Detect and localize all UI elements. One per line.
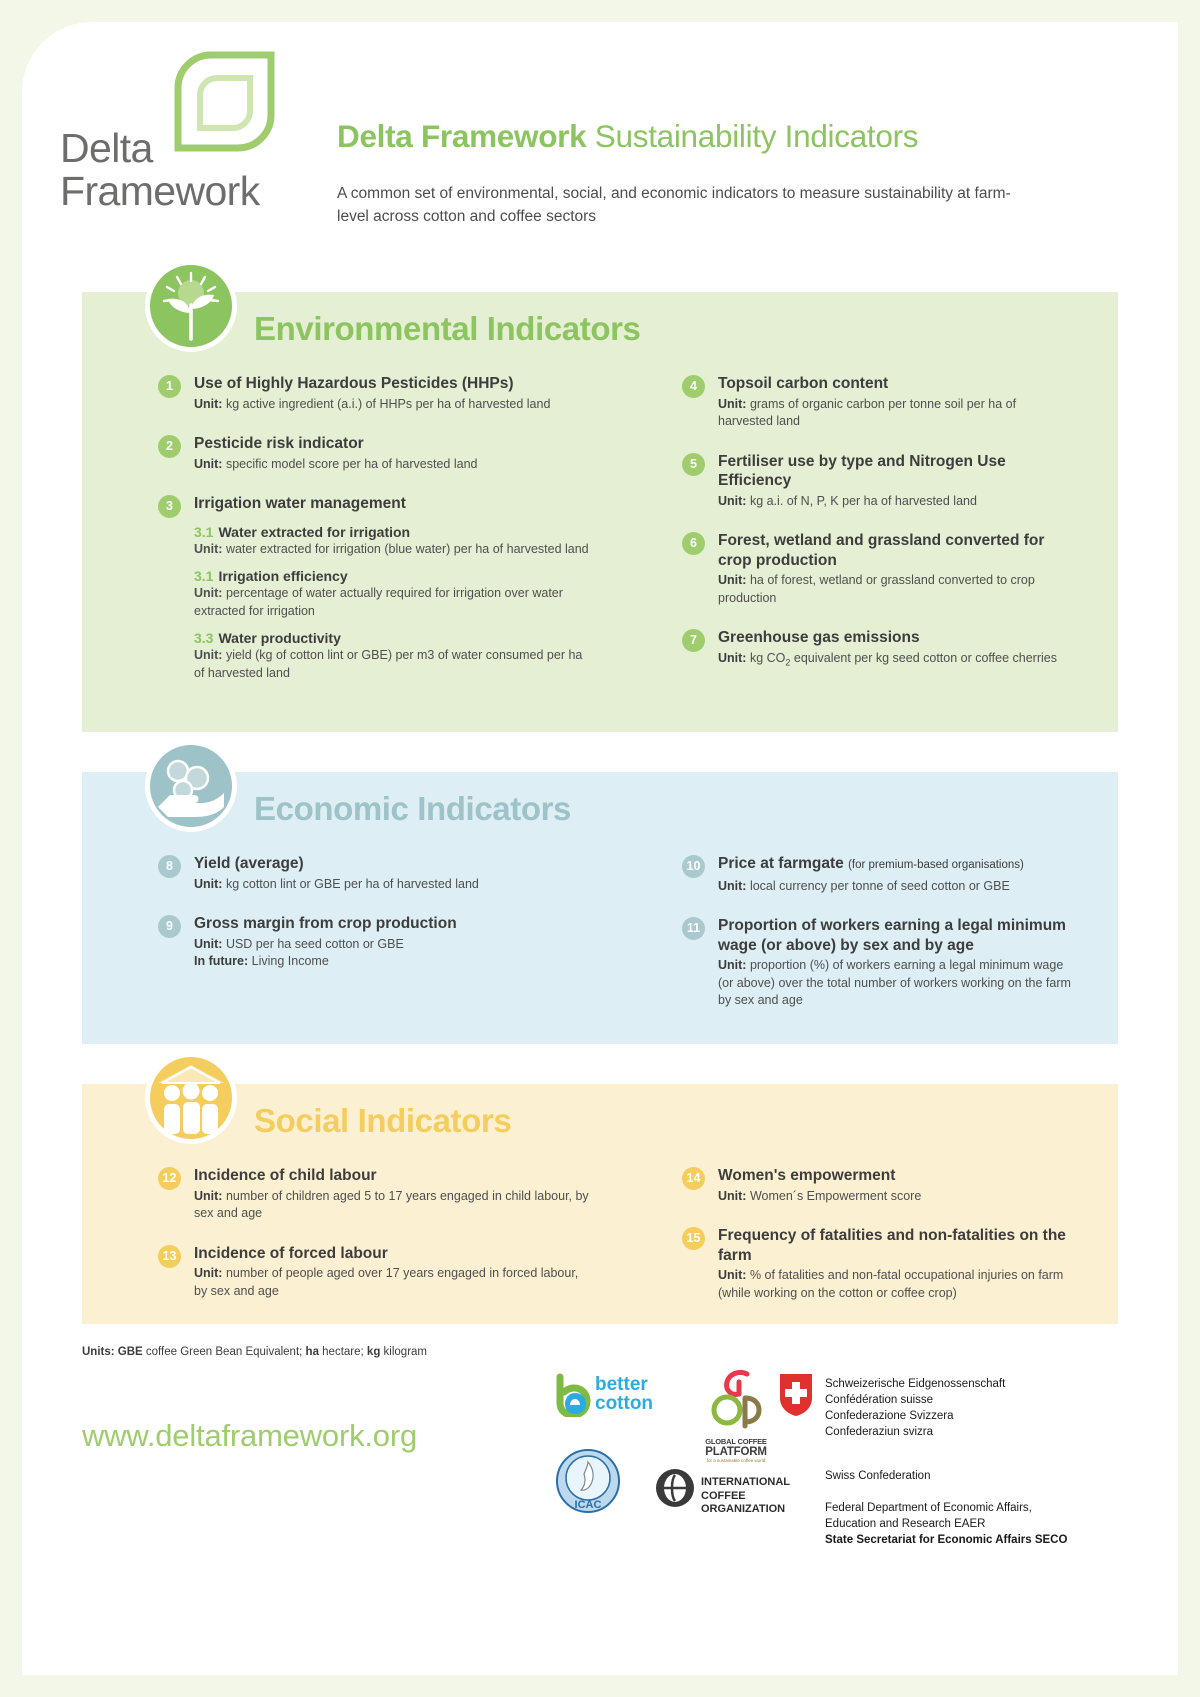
unit-text: USD per ha seed cotton or GBE xyxy=(222,936,404,951)
units-legend-gbe: GBE xyxy=(114,1346,143,1358)
unit-text: % of fatalities and non-fatal occupational injuries on farm (while working on the cotton or coffee crop) xyxy=(718,1268,1064,1300)
indicator-subitem xyxy=(194,568,592,620)
indicator-unit xyxy=(718,957,1072,1010)
indicator-title: Yield (average) xyxy=(194,855,304,872)
page-title-bold: Delta Framework xyxy=(337,118,587,154)
section-social xyxy=(82,1084,1118,1324)
indicator-unit xyxy=(718,572,1072,607)
section-columns-social xyxy=(158,1166,1082,1302)
indicator-title: Incidence of forced labour xyxy=(194,1244,388,1262)
unit-label: Unit: xyxy=(718,1188,747,1203)
indicator-title: Fertiliser use by type and Nitrogen Use Efficiency xyxy=(718,452,1006,489)
indicator-number: 10 xyxy=(682,855,705,878)
indicator-item xyxy=(158,434,592,473)
global-coffee-platform-logo xyxy=(705,1368,767,1463)
column-left-environmental xyxy=(158,374,620,682)
unit-label: Unit: xyxy=(194,456,223,471)
units-legend-kg: kg xyxy=(366,1346,381,1358)
indicator-number: 1 xyxy=(158,375,181,398)
unit-text: water extracted for irrigation (blue water) per ha of harvested land xyxy=(222,541,589,556)
unit-label: Unit: xyxy=(718,573,747,587)
section-title-economic: Economic Indicators xyxy=(254,790,571,827)
indicator-number: 2 xyxy=(158,435,181,458)
unit-text: local currency per tonne of seed cotton or GBE xyxy=(746,878,1010,893)
future-label: In future: xyxy=(194,954,249,968)
better-cotton-wordmark xyxy=(595,1375,653,1413)
unit-text: ha of forest, wetland or grassland converted to crop production xyxy=(718,573,1035,605)
units-legend-gbe-text: coffee Green Bean Equivalent; xyxy=(142,1346,306,1358)
indicator-title xyxy=(718,854,1072,876)
gcp-line1: GLOBAL COFFEE xyxy=(705,1437,767,1446)
indicator-unit xyxy=(194,876,592,894)
unit-label: Unit: xyxy=(718,396,747,411)
indicator-number: 9 xyxy=(158,915,181,938)
indicator-title: Irrigation water management xyxy=(194,495,406,512)
indicator-number: 12 xyxy=(158,1167,181,1190)
indicator-number: 4 xyxy=(682,375,705,398)
website-url[interactable]: www.deltaframework.org xyxy=(82,1418,417,1453)
unit-text: proportion (%) of workers earning a legal minimum wage (or above) over the total number of workers working on the farm by sex and age xyxy=(718,958,1071,1007)
unit-text: kg a.i. of N, P, K per ha of harvested land xyxy=(746,493,977,508)
future-text: Living Income xyxy=(248,954,329,968)
units-legend-ha-text: hectare; xyxy=(318,1346,367,1358)
unit-label: Unit: xyxy=(194,936,223,951)
unit-label: Unit: xyxy=(718,958,747,972)
section-title-social: Social Indicators xyxy=(254,1102,512,1139)
seco-line2: Education and Research EAER xyxy=(825,1518,986,1530)
units-legend-ha: ha xyxy=(305,1346,319,1358)
better-cotton-line2: cotton xyxy=(595,1393,654,1414)
brand-wordmark xyxy=(60,125,260,214)
unit-text: specific model score per ha of harvested land xyxy=(222,456,478,471)
section-economic xyxy=(82,772,1118,1044)
indicator-unit xyxy=(194,396,592,414)
unit-text: Women´s Empowerment score xyxy=(746,1188,922,1203)
unit-text: number of children aged 5 to 17 years engaged in child labour, by sex and age xyxy=(194,1188,589,1220)
indicator-item xyxy=(158,1166,592,1223)
ico-line2: COFFEE xyxy=(701,1489,746,1502)
section-columns-environmental xyxy=(158,374,1082,682)
gcp-line2: PLATFORM xyxy=(705,1446,767,1458)
indicator-item xyxy=(682,854,1072,895)
subitem-heading xyxy=(194,568,592,584)
unit-text-pre: kg CO xyxy=(746,650,786,665)
indicator-number: 7 xyxy=(682,629,705,652)
indicator-subitem xyxy=(194,524,592,559)
indicator-item xyxy=(158,494,592,682)
unit-text: kg active ingredient (a.i.) of HHPs per ha of harvested land xyxy=(222,396,551,411)
indicator-title: Incidence of child labour xyxy=(194,1167,377,1184)
indicator-number: 14 xyxy=(682,1167,705,1190)
indicator-title: Frequency of fatalities and non-fatalities on the farm xyxy=(718,1227,1066,1264)
subitem-unit xyxy=(194,585,592,620)
units-legend-label: Units: xyxy=(82,1346,115,1358)
column-right-economic xyxy=(620,854,1082,1010)
indicator-title-note: (for premium-based organisations) xyxy=(848,859,1024,871)
indicator-item xyxy=(682,628,1072,672)
better-cotton-line1: better xyxy=(595,1374,648,1395)
unit-subscript: 2 xyxy=(785,657,791,667)
gcp-line3: for a sustainable coffee world xyxy=(706,1458,766,1463)
indicator-unit xyxy=(718,493,1072,511)
section-columns-economic xyxy=(158,854,1082,1010)
subitem-unit xyxy=(194,647,592,682)
icac-logo xyxy=(555,1448,621,1519)
indicator-item xyxy=(682,452,1072,511)
indicator-number: 11 xyxy=(682,917,705,940)
indicator-item xyxy=(158,1244,592,1301)
plant-sun-icon xyxy=(145,260,237,352)
indicator-unit xyxy=(194,456,592,474)
page-subtitle: A common set of environmental, social, and economic indicators to measure sustainability at farm-level across cotton and coffee sectors xyxy=(337,185,1011,225)
unit-text-post: equivalent per kg seed cotton or coffee cherries xyxy=(790,650,1057,665)
ico-wordmark xyxy=(701,1476,790,1517)
indicator-item xyxy=(682,916,1072,1010)
unit-label: Unit: xyxy=(194,1188,223,1203)
indicator-unit xyxy=(718,878,1072,896)
indicator-number: 8 xyxy=(158,855,181,878)
subitem-heading xyxy=(194,524,592,540)
indicator-item xyxy=(158,914,592,971)
gcp-wordmark xyxy=(705,1437,767,1463)
unit-label: Unit: xyxy=(718,1268,747,1282)
partner-logos xyxy=(555,1368,1135,1546)
column-right-social xyxy=(620,1166,1082,1302)
indicator-title: Greenhouse gas emissions xyxy=(718,629,920,646)
indicator-item xyxy=(682,1166,1072,1205)
indicator-title: Topsoil carbon content xyxy=(718,375,889,392)
swiss-name-fr: Confédération suisse xyxy=(825,1394,934,1406)
unit-text: number of people aged over 17 years engaged in forced labour, by sex and age xyxy=(194,1266,579,1298)
indicator-item xyxy=(682,1226,1072,1302)
unit-text: percentage of water actually required for irrigation over water extracted for irrigation xyxy=(194,586,563,618)
indicator-number: 5 xyxy=(682,453,705,476)
column-right-environmental xyxy=(620,374,1082,682)
brand-wordmark-line2: Framework xyxy=(60,168,260,214)
indicator-number: 3 xyxy=(158,495,181,518)
unit-text: yield (kg of cotton lint or GBE) per m3 of water consumed per ha of harvested land xyxy=(194,648,583,680)
unit-text: kg cotton lint or GBE per ha of harvested land xyxy=(222,876,479,891)
indicator-title: Forest, wetland and grassland converted for crop production xyxy=(718,532,1045,569)
indicator-subitem xyxy=(194,630,592,682)
indicator-unit xyxy=(718,396,1072,431)
subitem-number: 3.1 xyxy=(194,523,214,540)
swiss-names xyxy=(825,1376,1005,1440)
indicator-number: 6 xyxy=(682,532,705,555)
indicator-unit xyxy=(718,650,1072,672)
swiss-name-en: Swiss Confederation xyxy=(825,1470,931,1482)
unit-label: Unit: xyxy=(194,541,223,556)
section-title-environmental: Environmental Indicators xyxy=(254,310,641,347)
ico-logo xyxy=(655,1468,791,1515)
indicator-number: 13 xyxy=(158,1245,181,1268)
page-title-rest: Sustainability Indicators xyxy=(586,118,919,154)
ico-line1: INTERNATIONAL xyxy=(701,1476,791,1488)
units-legend xyxy=(82,1346,427,1358)
unit-label: Unit: xyxy=(194,876,223,891)
indicator-unit xyxy=(718,1267,1072,1302)
indicator-item xyxy=(158,374,592,413)
indicator-title-main: Price at farmgate xyxy=(718,855,844,872)
page-title xyxy=(337,118,918,155)
indicator-number: 15 xyxy=(682,1227,705,1250)
indicator-item xyxy=(682,374,1072,431)
column-left-social xyxy=(158,1166,620,1302)
unit-label: Unit: xyxy=(718,650,747,665)
indicator-future-note xyxy=(194,953,592,971)
swiss-cross-icon xyxy=(777,1372,815,1418)
indicator-title: Proportion of workers earning a legal minimum wage (or above) by sex and by age xyxy=(718,917,1066,954)
seco-line1: Federal Department of Economic Affairs, xyxy=(825,1502,1032,1514)
unit-text: grams of organic carbon per tonne soil per ha of harvested land xyxy=(718,396,1017,428)
swiss-name-rm: Confederaziun svizra xyxy=(825,1426,934,1438)
unit-label: Unit: xyxy=(194,1266,223,1280)
swiss-name-it: Confederazione Svizzera xyxy=(825,1410,954,1422)
unit-label: Unit: xyxy=(718,878,747,893)
subitem-unit xyxy=(194,541,592,559)
column-left-economic xyxy=(158,854,620,1010)
swiss-confederation-logo xyxy=(777,1372,1137,1546)
section-environmental xyxy=(82,292,1118,732)
subitem-heading xyxy=(194,630,592,646)
ico-line3: ORGANIZATION xyxy=(701,1503,786,1515)
subitem-title: Irrigation efficiency xyxy=(218,568,348,584)
subitem-title: Water productivity xyxy=(218,630,341,646)
people-group-icon xyxy=(145,1052,237,1144)
icac-label: ICAC xyxy=(574,1499,602,1511)
swiss-name-de: Schweizerische Eidgenossenschaft xyxy=(825,1378,1006,1390)
indicator-title: Gross margin from crop production xyxy=(194,915,457,932)
better-cotton-logo xyxy=(555,1373,654,1422)
seco-department xyxy=(825,1500,1067,1548)
seco-line3: State Secretariat for Economic Affairs SECO xyxy=(825,1534,1068,1546)
unit-label: Unit: xyxy=(718,493,747,508)
brand-wordmark-line1: Delta xyxy=(60,125,153,171)
indicator-unit xyxy=(718,1188,1072,1206)
indicator-unit xyxy=(194,1188,592,1223)
page-header xyxy=(0,0,1200,250)
indicator-item xyxy=(158,854,592,893)
hand-coins-icon xyxy=(145,740,237,832)
unit-label: Unit: xyxy=(194,586,223,600)
indicator-unit xyxy=(194,936,592,954)
subitem-title: Water extracted for irrigation xyxy=(218,523,411,540)
subitem-number: 3.1 xyxy=(194,568,214,584)
unit-label: Unit: xyxy=(194,648,223,662)
indicator-unit xyxy=(194,1265,592,1300)
subitem-number: 3.3 xyxy=(194,630,214,646)
indicator-title: Women's empowerment xyxy=(718,1167,896,1184)
unit-label: Unit: xyxy=(194,396,223,411)
indicator-title: Pesticide risk indicator xyxy=(194,435,364,452)
units-legend-kg-text: kilogram xyxy=(380,1346,427,1358)
indicator-item xyxy=(682,531,1072,607)
indicator-title: Use of Highly Hazardous Pesticides (HHPs) xyxy=(194,375,514,392)
